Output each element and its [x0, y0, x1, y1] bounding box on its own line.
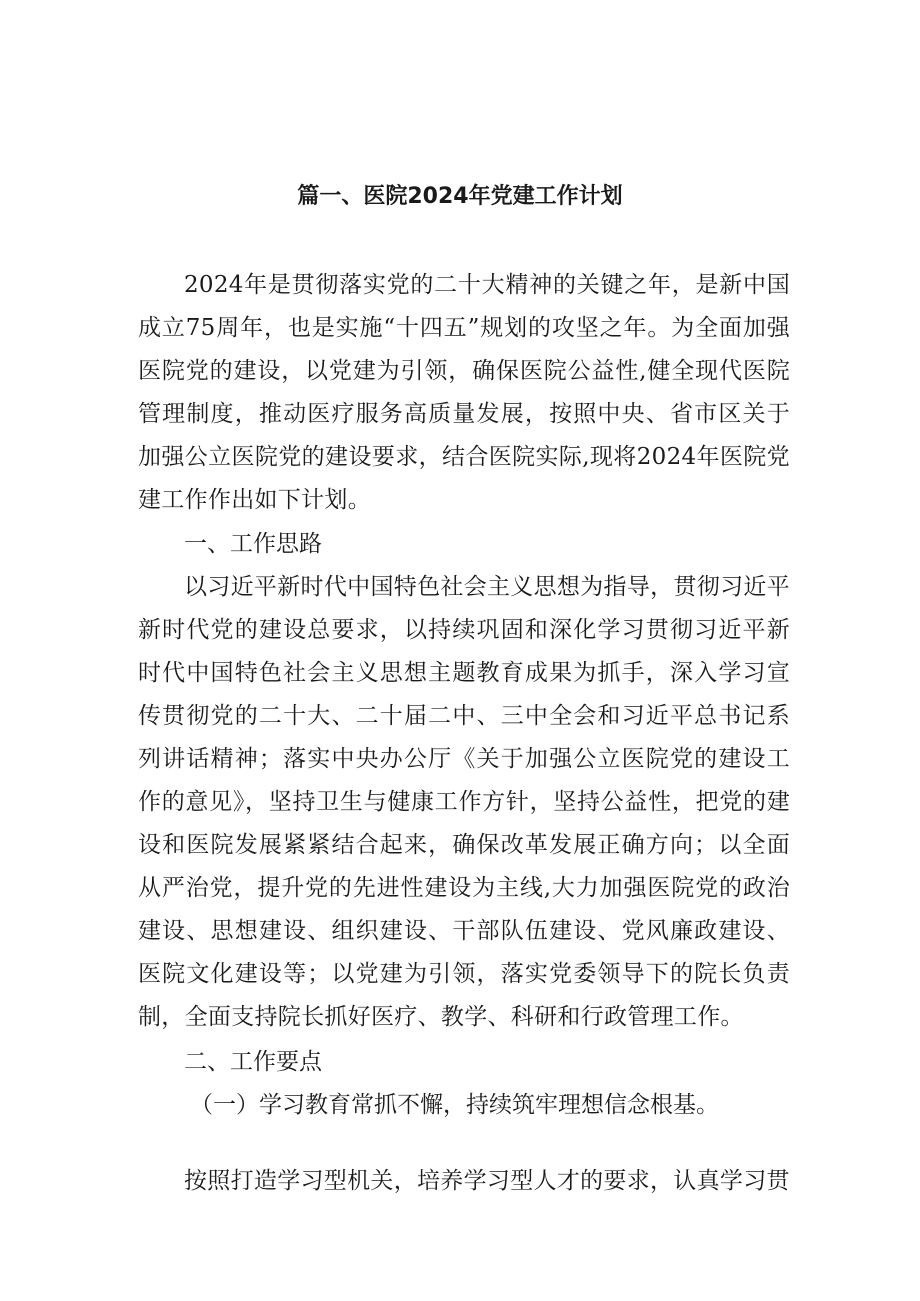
- document-title: 篇一、医院2024年党建工作计划: [297, 183, 623, 209]
- study-education-paragraph: 按照打造学习型机关，培养学习型人才的要求，认真学习贯: [184, 1168, 790, 1194]
- section-heading-work-approach: 一、工作思路: [184, 531, 322, 557]
- subsection-heading-study-education: （一）学习教育常抓不懈，持续筑牢理想信念根基。: [190, 1092, 719, 1118]
- section-heading-work-points: 二、工作要点: [184, 1049, 322, 1075]
- intro-paragraph: 2024年是贯彻落实党的二十大精神的关键之年，是新中国成立75周年，也是实施“十四五”规划的攻坚之年。为全面加强医院党的建设，以党建为引领，确保医院公益性,健全现代医院管理制度，推动医疗服务高质量发展，按照中央、省市区关于加强公立医院党的建设要求，结合医院实际,现将2024年医院党建工作作出如下计划。: [138, 272, 790, 513]
- work-approach-paragraph: 以习近平新时代中国特色社会主义思想为指导，贯彻习近平新时代党的建设总要求，以持续巩固和深化学习贯彻习近平新时代中国特色社会主义思想主题教育成果为抓手，深入学习宣传贯彻党的二十大、二十届二中、三中全会和习近平总书记系列讲话精神；落实中央办公厅《关于加强公立医院党的建设工作的意见》，坚持卫生与健康工作方针，坚持公益性，把党的建设和医院发展紧紧结合起来，确保改革发展正确方向；以全面从严治党，提升党的先进性建设为主线,大力加强医院党的政治建设、思想建设、组织建设、干部队伍建设、党风廉政建设、医院文化建设等；以党建为引领，落实党委领导下的院长负责制，全面支持院长抓好医疗、教学、科研和行政管理工作。: [138, 574, 790, 1030]
